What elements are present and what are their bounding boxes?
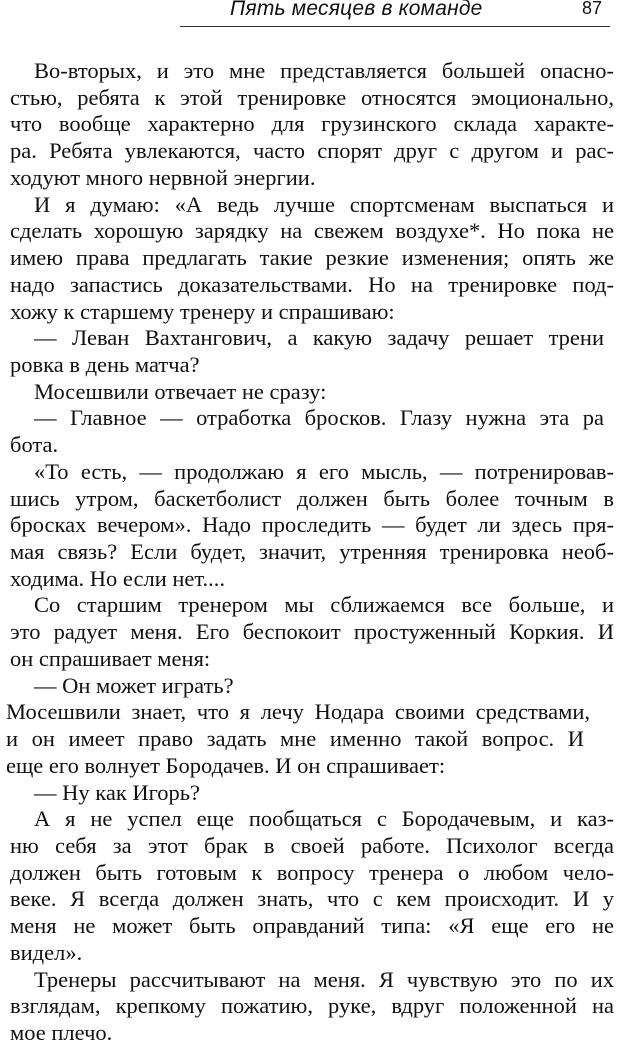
text-line: ра. Ребята увлекаются, часто спорят друг с другом и рас- (10, 138, 614, 163)
text-line: — Главное — отработка бросков. Глазу нужна эта ра (34, 405, 604, 430)
text-line: надо запастись доказательствами. Но на тренировке под- (10, 272, 614, 297)
text-line: ходима. Но если нет.... (10, 566, 226, 591)
text-line: что вообще характерно для грузинского склада характе- (10, 111, 614, 136)
text-line: бота. (10, 432, 59, 457)
text-line: имею права предлагать такие резкие изменения; опять же (10, 245, 614, 270)
text-line: должен быть готовым к вопросу тренера о любом чело- (10, 860, 614, 885)
page-number: 87 (582, 0, 603, 18)
text-line: ню себя за этот брак в своей работе. Психолог всегда (10, 833, 614, 858)
text-line: мая связь? Если будет, значит, утренняя тренировка необ- (10, 539, 614, 564)
text-line: — Он может играть? (34, 673, 234, 698)
text-line: Со старшим тренером мы сближаемся все больше, и (34, 592, 614, 617)
text-line: веке. Я всегда должен знать, что с кем происходит. И у (10, 886, 614, 911)
text-line: И я думаю: «А ведь лучше спортсменам выспаться и (34, 192, 614, 217)
text-line: Мосешвили знает, что я лечу Нодара своими средствами, (6, 699, 590, 724)
text-line: мое плечо. (10, 1020, 113, 1045)
text-line: видел». (10, 940, 83, 965)
text-line: сделать хорошую зарядку на свежем воздухе*. Но пока не (10, 218, 614, 243)
text-line: — Леван Вахтангович, а какую задачу решает трени (34, 325, 604, 350)
text-line: ровка в день матча? (10, 352, 200, 377)
text-line: «То есть, — продолжаю я его мысль, — потренировав- (34, 459, 614, 484)
text-line: взглядам, крепкому пожатию, руке, вдруг положенной на (10, 993, 614, 1018)
text-line: стью, ребята к этой тренировке относятся эмоционально, (10, 85, 614, 110)
text-line: А я не успел еще пообщаться с Бородачевым, и каз- (34, 806, 614, 831)
text-line: шись утром, баскетболист должен быть более точным в (10, 486, 614, 511)
text-line: еще его волнует Бородачев. И он спрашивает: (6, 753, 446, 778)
running-header (180, 0, 610, 27)
text-line: он спрашивает меня: (10, 646, 211, 671)
text-line: Во-вторых, и это мне представляется большей опасно- (34, 58, 614, 83)
text-line: Тренеры рассчитывают на меня. Я чувствую это по их (34, 967, 614, 992)
text-line: бросках вечером». Надо проследить — будет ли здесь пря- (10, 512, 614, 537)
text-line: меня не может быть оправданий типа: «Я еще его не (10, 913, 614, 938)
running-title: Пять месяцев в команде (230, 0, 483, 20)
text-line: и он имеет право задать мне именно такой вопрос. И (6, 726, 584, 751)
text-line: это радует меня. Его беспокоит простуженный Коркия. И (10, 619, 614, 644)
text-line: — Ну как Игорь? (34, 780, 201, 805)
text-line: хожу к старшему тренеру и спрашиваю: (10, 299, 395, 324)
text-line: ходуют много нервной энергии. (10, 165, 316, 190)
text-line: Мосешвили отвечает не сразу: (34, 379, 327, 404)
